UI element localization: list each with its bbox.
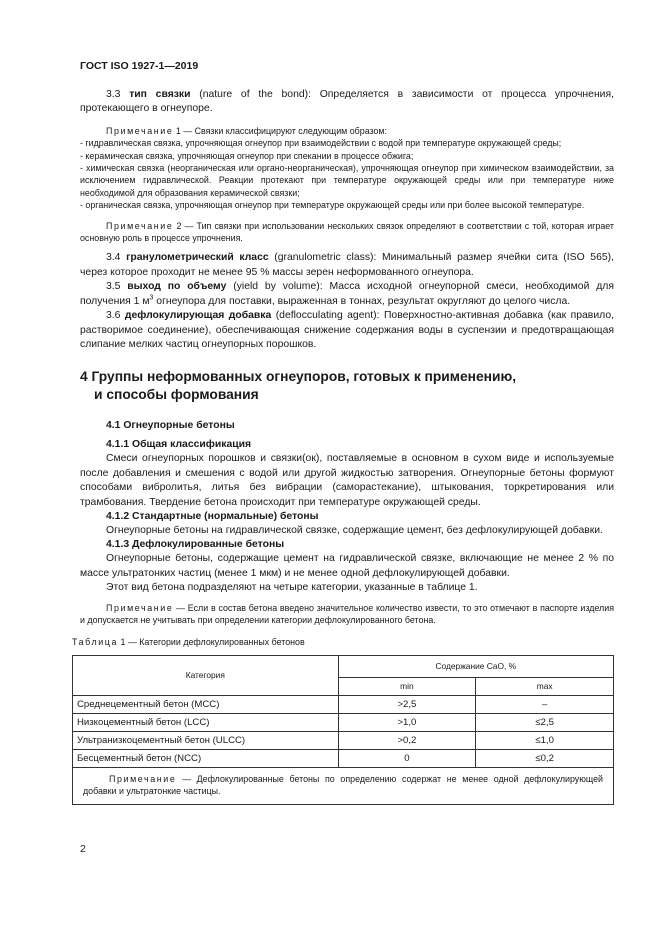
definition-cont: огнеупора для поставки, выраженная в тоннах, результат округляют до целого числа.	[153, 295, 571, 307]
cell-min: 0	[338, 749, 476, 767]
note-label: Примечание	[106, 125, 174, 136]
note-label: Примечание	[106, 602, 174, 613]
subsection-4-1-3-text: Этот вид бетона подразделяют на четыре категории, указанные в таблице 1.	[106, 582, 478, 594]
cell-category: Ультранизкоцементный бетон (ULCC)	[73, 731, 339, 749]
cell-category: Среднецементный бетон (MCC)	[73, 695, 339, 713]
clause-3-4	[80, 251, 614, 280]
term: дефлокулирующая добавка	[124, 310, 272, 322]
clause-number: 3.3	[106, 89, 130, 100]
note-1-item: - гидравлическая связка, упрочняющая огнеупор при взаимодействии с водой при температуре окружающей среды;	[80, 138, 562, 149]
clause-number: 3.4	[106, 252, 127, 264]
definition: (deflocculating agent): Поверхностно-активная добавка (как правило, растворимое соединение), обеспечивающая снижение содержания воды в суспензии и предотвращающая слипание мелких частиц огнеупорных порошков.	[80, 310, 614, 350]
section-title-line: 4 Группы неформованных огнеупоров, готовых к применению,	[80, 369, 517, 385]
cell-max: ≤1,0	[476, 731, 614, 749]
note-1	[80, 125, 614, 137]
cell-category: Бесцементный бетон (NCC)	[73, 749, 339, 767]
table-row	[73, 749, 614, 767]
cell-max: ≤0,2	[476, 749, 614, 767]
table-row	[73, 713, 614, 731]
note-3	[80, 602, 614, 627]
note-label: Примечание	[106, 220, 174, 231]
note-1-item: - органическая связка, упрочняющая огнеупор при температуре окружающей среды или при более высокой температуре.	[80, 200, 585, 211]
note-text: — Дефлокулированные бетоны по определению содержат не менее одной дефлокулирующей добавки и ультратонкие частицы.	[83, 773, 603, 797]
note-1-item: - химическая связка (неорганическая или органо-неорганическая), упрочняющая огнеупор при химическом взаимодействии, за исключением гидравлической. Реакции протекают при температуре окружающей среды или при температуре ниже необходимой для образования керамической связки;	[80, 163, 614, 198]
table-caption	[72, 636, 614, 648]
column-header-max: max	[476, 677, 614, 695]
table-row	[73, 731, 614, 749]
section-4-title	[80, 368, 614, 403]
note-2	[80, 220, 614, 245]
categories-table	[72, 655, 614, 805]
cell-min: >0,2	[338, 731, 476, 749]
note-label: Примечание	[109, 773, 177, 784]
note-text: — Если в состав бетона введено значительное количество извести, то это отмечают в паспорте изделия и допускается не учитывать при определении категории дефлокулированного бетона.	[80, 602, 614, 625]
table-note-cell	[73, 767, 614, 804]
subsection-4-1-2-text: Огнеупорные бетоны на гидравлической связке, содержащие цемент, без дефлокулирующей добавки.	[106, 524, 603, 536]
term: выход по объему	[127, 281, 227, 293]
note-text: 1 — Связки классифицируют следующим образом:	[173, 125, 388, 136]
column-header-min: min	[338, 677, 476, 695]
cell-category: Низкоцементный бетон (LCC)	[73, 713, 339, 731]
subsection-4-1-2-title: 4.1.2 Стандартные (нормальные) бетоны	[106, 510, 319, 522]
page-number: 2	[80, 843, 86, 855]
clause-number: 3.5	[106, 281, 128, 293]
caption-text: 1 — Категории дефлокулированных бетонов	[118, 637, 305, 648]
cell-min: >2,5	[338, 695, 476, 713]
clause-3-6	[80, 309, 614, 352]
table-row	[73, 695, 614, 713]
caption-label: Таблица	[72, 637, 118, 648]
subsection-4-1-1-title: 4.1.1 Общая классификация	[106, 439, 252, 451]
term: гранулометрический класс	[126, 252, 269, 264]
table-note-row	[73, 767, 614, 804]
page-content	[72, 88, 614, 805]
clause-number: 3.6	[106, 310, 125, 322]
cell-max: –	[476, 695, 614, 713]
cell-max: ≤2,5	[476, 713, 614, 731]
superscript: 3	[149, 294, 154, 302]
subsection-4-1-1-text: Смеси огнеупорных порошков и связки(ок), поставляемые в основном в сухом виде и используемые после добавления и смешения с водой или другой жидкостью затворения. Огнеупорные бетоны формуют способами вибролитья, литья без вибрации (саморастекание), штыкования, торкретирования или трамбования. Твердение бетона происходит при температуре окружающей среды.	[80, 453, 614, 508]
definition: (granulometric class): Минимальный размер ячейки сита (ISO 565), через которое проходит не менее 95 % массы зерен неформованного огнеупора.	[80, 252, 614, 278]
cell-min: >1,0	[338, 713, 476, 731]
column-header-category: Категория	[73, 655, 339, 695]
standard-header: ГОСТ ISO 1927-1—2019	[80, 60, 199, 72]
subsection-4-1-3-text: Огнеупорные бетоны, содержащие цемент на гидравлической связке, включающие не менее 2 % по массе ультратонких частиц (менее 1 мкм) и не менее одной дефлокулирующей добавки.	[80, 553, 614, 579]
clause-3-3	[80, 88, 614, 117]
clause-3-5	[80, 280, 614, 309]
definition: (yield by volume): Масса исходной огнеупорной смеси, необходимой для получения 1 м	[80, 281, 614, 307]
column-header-content: Содержание CaO, %	[338, 655, 613, 677]
note-1-item: - керамическая связка, упрочняющая огнеупор при спекании в процессе обжига;	[80, 150, 414, 161]
note-text: 2 — Тип связки при использовании нескольких связок определяют в соответствии с той, которая играет основную роль в процессе упрочнения.	[80, 220, 614, 244]
subsection-4-1-title: 4.1 Огнеупорные бетоны	[106, 420, 235, 432]
term: тип связки	[129, 89, 191, 100]
subsection-4-1-3-title: 4.1.3 Дефлокулированные бетоны	[106, 539, 285, 551]
section-title-line: и способы формования	[94, 386, 259, 402]
table-note	[83, 773, 603, 798]
definition: (nature of the bond): Определяется в зависимости от процесса упрочнения, протекающего в огнеупоре.	[80, 89, 614, 115]
